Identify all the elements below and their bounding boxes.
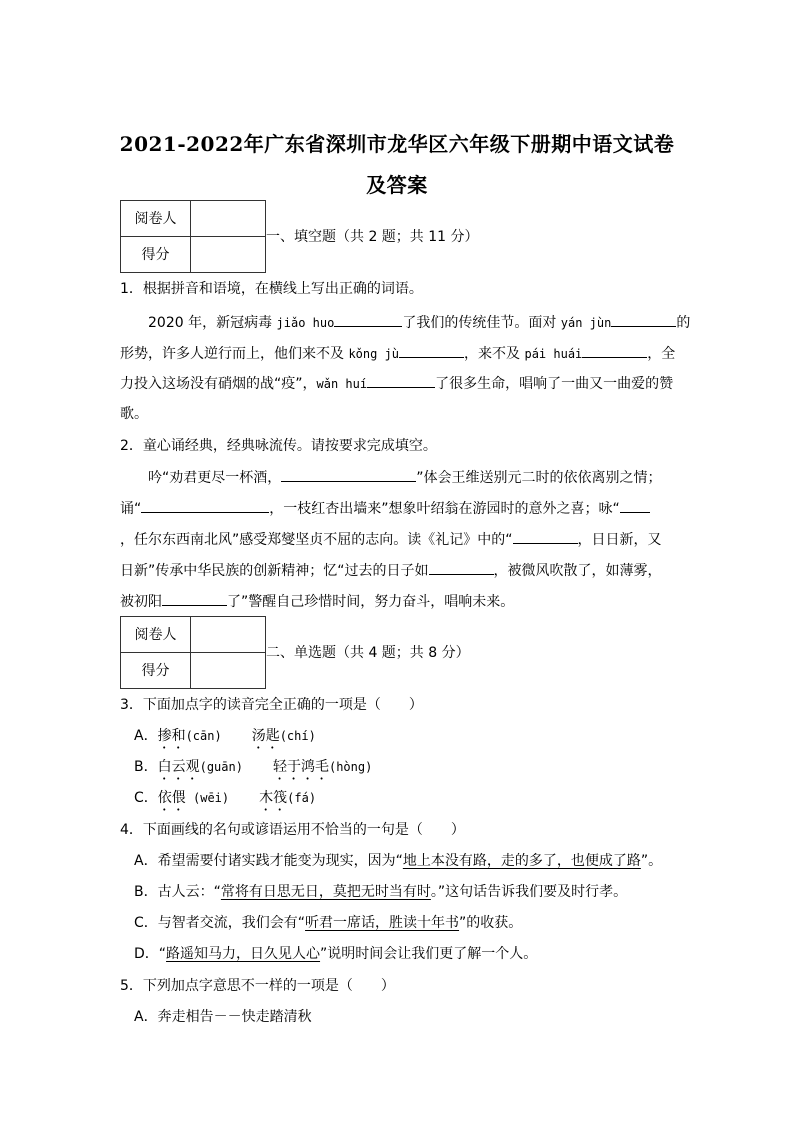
answer-blank[interactable] [141, 498, 269, 513]
text: ”的收获。 [459, 915, 523, 931]
text: 2020 年，新冠病毒 [148, 315, 277, 331]
question-4-option-d[interactable] [134, 944, 690, 964]
dotted-word: 木筏 [259, 790, 288, 806]
answer-blank[interactable] [582, 343, 647, 358]
question-3-option-b[interactable] [134, 757, 690, 783]
question-2-line-4 [120, 560, 676, 581]
answer-blank[interactable] [513, 529, 578, 544]
text: 了我们的传统佳节。面对 [402, 315, 561, 331]
text: 与智者交流，我们会有“ [157, 915, 306, 931]
text: 被初阳 [120, 594, 162, 610]
text: 形势，许多人逆行而上，他们来不及 [120, 346, 349, 362]
pinyin: (guān) [199, 760, 243, 774]
underlined-quote: 地上本没有路，走的多了，也便成了路 [402, 853, 641, 869]
question-1-line-2 [120, 343, 676, 364]
text: ，任尔东西南北风”感受郑燮坚贞不屈的志向。读《礼记》中的“ [120, 532, 513, 548]
question-1-line-1 [148, 312, 704, 333]
question-2-line-2 [120, 498, 676, 519]
pinyin: (wēi) [185, 791, 230, 805]
question-3-option-c[interactable] [134, 788, 690, 814]
question-1-line-4: 歌。 [120, 406, 148, 422]
question-4-option-c[interactable] [134, 913, 690, 933]
option-label: B． [134, 759, 158, 775]
text: ，来不及 [464, 346, 525, 362]
option-label: C． [134, 790, 158, 806]
dotted-word: 轻于鸿毛 [272, 759, 329, 775]
text: 力投入这场没有硝烟的战“疫”， [120, 376, 317, 392]
section-2-header [120, 616, 470, 688]
answer-blank[interactable] [429, 560, 494, 575]
option-label: D． [134, 946, 159, 962]
pinyin: kǒng jù [348, 347, 400, 361]
text: ，被微风吹散了，如薄雾， [493, 563, 662, 579]
pinyin: (cān) [185, 729, 222, 743]
pinyin: (chí) [279, 729, 316, 743]
pinyin: (fá) [287, 791, 317, 805]
question-5-option-a[interactable] [134, 1007, 690, 1027]
underlined-quote: 听君一席话，胜读十年书 [305, 915, 460, 931]
text: 吟“劝君更尽一杯酒， [148, 470, 282, 486]
score-table [120, 200, 266, 273]
text: 的 [676, 315, 691, 331]
score-label: 得分 [121, 652, 191, 688]
text: “ [158, 946, 167, 962]
text: ”。 [640, 853, 663, 869]
question-5-stem: 5．下列加点字意思不一样的一项是（ ） [120, 978, 395, 994]
question-4-stem: 4．下面画线的名句或谚语运用不恰当的一句是（ ） [120, 822, 465, 838]
score-field[interactable] [191, 652, 266, 688]
text: 诵“ [120, 501, 142, 517]
score-label: 得分 [121, 236, 191, 272]
question-2-line-3 [120, 529, 676, 550]
text: 古人云：“ [157, 884, 221, 900]
question-4-option-a[interactable] [134, 851, 690, 871]
question-3-stem: 3．下面加点字的读音完全正确的一项是（ ） [120, 697, 423, 713]
text: ，全 [647, 346, 676, 362]
text: ”说明时间会让我们更了解一个人。 [320, 946, 538, 962]
question-2-line-1 [148, 467, 704, 488]
answer-blank[interactable] [620, 498, 650, 513]
pinyin: wǎn huí [316, 377, 368, 391]
answer-blank[interactable] [162, 591, 227, 606]
question-1-stem: 1．根据拼音和语境，在横线上写出正确的词语。 [120, 281, 423, 297]
option-label: A． [134, 853, 158, 869]
reviewer-label: 阅卷人 [121, 616, 191, 652]
text: 了很多生命，唱响了一曲又一曲爱的赞 [435, 376, 674, 392]
text: 希望需要付诸实践才能变为现实，因为“ [157, 853, 403, 869]
question-4-option-b[interactable] [134, 882, 690, 902]
section-title: 二、单选题（共 4 题；共 8 分） [266, 645, 470, 661]
dotted-word: 白云观 [157, 759, 200, 775]
answer-blank[interactable] [611, 312, 676, 327]
answer-blank[interactable] [399, 343, 464, 358]
pinyin: pái huái [524, 347, 583, 361]
answer-blank[interactable] [367, 373, 435, 388]
pinyin: jiǎo huo [276, 316, 335, 330]
text: 奔走相告－－快走踏清秋 [157, 1009, 312, 1025]
answer-blank[interactable] [281, 467, 416, 482]
pinyin: yán jùn [560, 316, 612, 330]
document-title-continued: 及答案 [366, 173, 428, 197]
dotted-word: 汤匙 [251, 728, 280, 744]
reviewer-label: 阅卷人 [121, 200, 191, 236]
section-1-header [120, 200, 479, 272]
section-title: 一、填空题（共 2 题；共 11 分） [266, 229, 479, 245]
text: 日新”传承中华民族的创新精神；忆“过去的日子如 [120, 563, 429, 579]
text: 。”这句话告诉我们要及时行孝。 [430, 884, 628, 900]
option-label: A． [134, 728, 158, 744]
question-3-option-a[interactable] [134, 726, 690, 752]
text: ”体会王维送别元二时的依依离别之情； [416, 470, 662, 486]
reviewer-field[interactable] [191, 616, 266, 652]
reviewer-field[interactable] [191, 200, 266, 236]
underlined-quote: 路遥知马力，日久见人心 [166, 946, 321, 962]
option-label: B． [134, 884, 158, 900]
question-2-stem: 2．童心诵经典，经典咏流传。请按要求完成填空。 [120, 438, 437, 454]
score-table [120, 616, 266, 689]
option-label: A． [134, 1009, 158, 1025]
option-label: C． [134, 915, 158, 931]
score-field[interactable] [191, 236, 266, 272]
text: ，一枝红杏出墙来”想象叶绍翁在游园时的意外之喜；咏“ [269, 501, 620, 517]
question-2-line-5 [120, 591, 676, 612]
dotted-word: 掺和 [157, 728, 186, 744]
dotted-word: 依偎 [157, 790, 186, 806]
underlined-quote: 常将有日思无日，莫把无时当有时 [220, 884, 431, 900]
question-1-line-3 [120, 373, 676, 394]
text: 了”警醒自己珍惜时间，努力奋斗，唱响未来。 [227, 594, 515, 610]
document-title: 2021-2022年广东省深圳市龙华区六年级下册期中语文试卷 [119, 132, 675, 156]
pinyin: (hòng) [328, 760, 373, 774]
text: ，日日新，又 [577, 532, 662, 548]
answer-blank[interactable] [334, 312, 402, 327]
